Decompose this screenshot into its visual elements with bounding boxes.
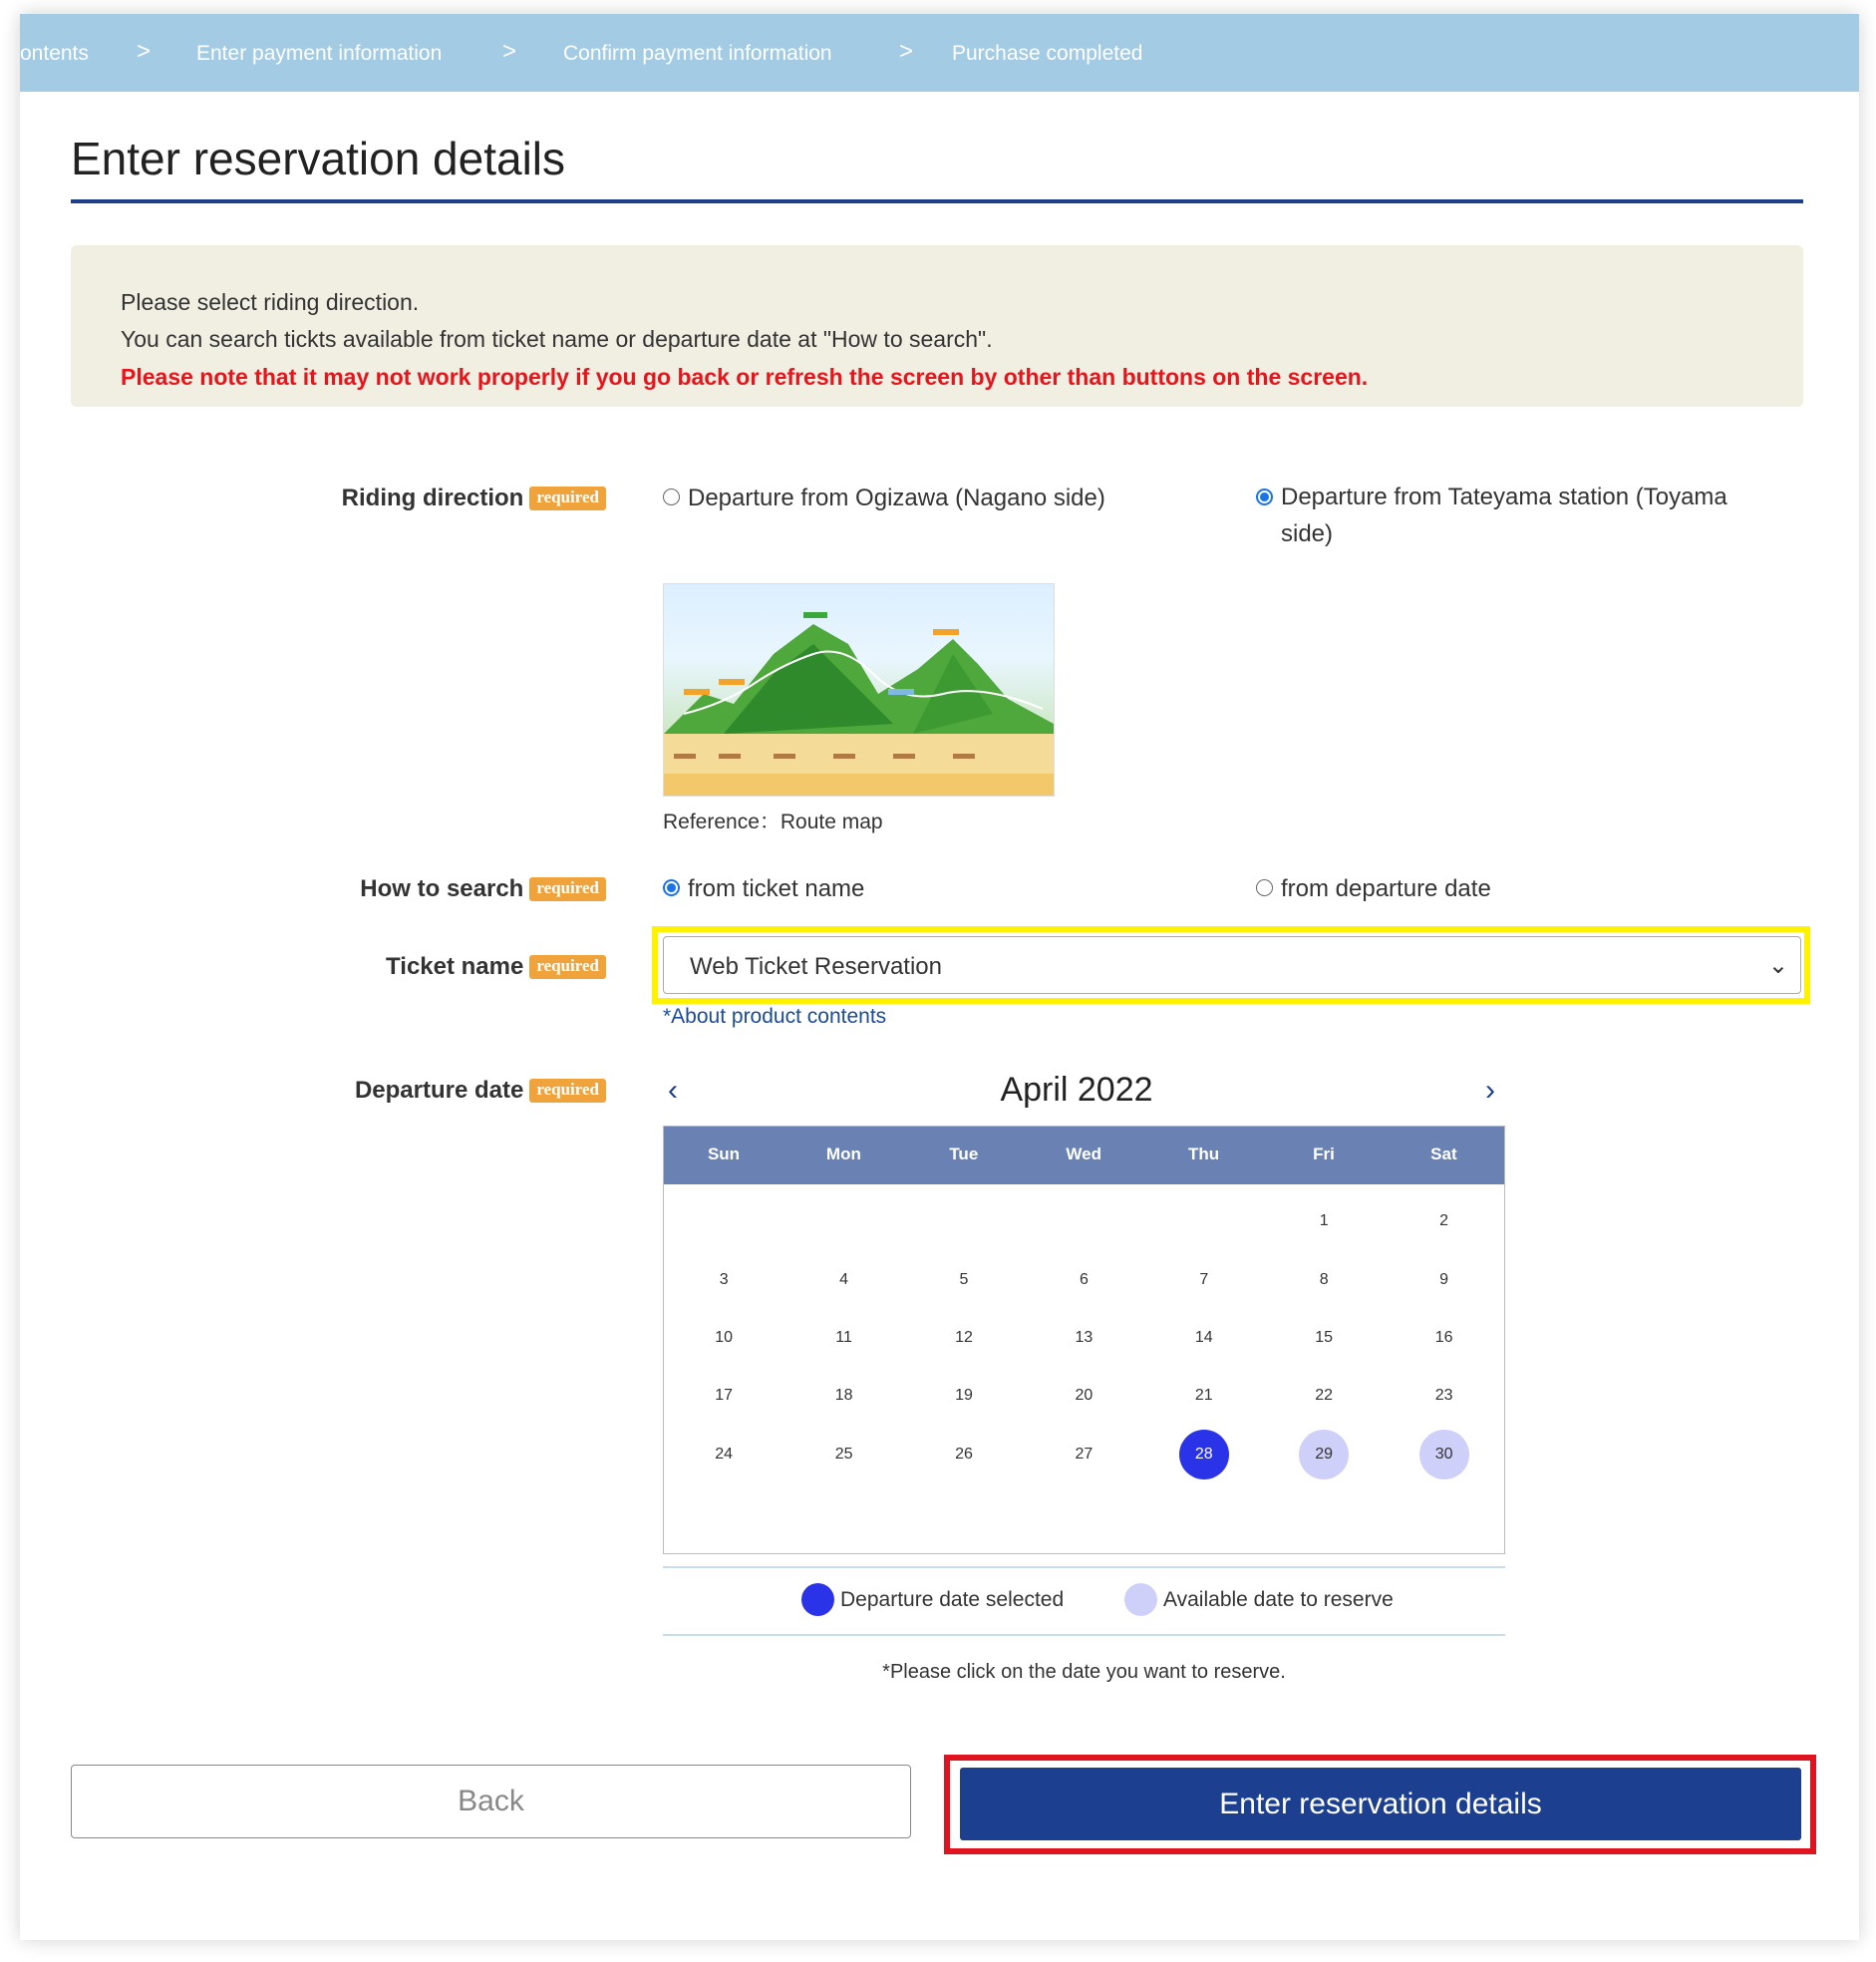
radio-from-departure-date[interactable] <box>1256 875 1491 903</box>
page-frame <box>20 14 1859 1940</box>
calendar-day[interactable]: 9 <box>1439 1271 1449 1288</box>
breadcrumb-item: Purchase completed <box>952 42 1143 65</box>
route-map-illustration <box>664 584 1054 796</box>
calendar-day[interactable]: 13 <box>1075 1329 1094 1346</box>
radio-label: from departure date <box>1281 875 1491 902</box>
riding-direction-label <box>342 485 606 512</box>
radio-label: from ticket name <box>688 875 865 902</box>
calendar-legend <box>663 1566 1505 1636</box>
notice-box <box>71 245 1803 407</box>
legend-label-available: Available date to reserve <box>1163 1588 1394 1611</box>
calendar-grid <box>663 1126 1505 1554</box>
calendar-day[interactable]: 16 <box>1434 1329 1453 1346</box>
weekday-header: Sun <box>707 1144 741 1163</box>
about-product-link[interactable]: *About product contents <box>663 1005 887 1028</box>
departure-date-label <box>355 1077 606 1105</box>
legend-swatch-available <box>1124 1583 1157 1616</box>
calendar-day[interactable]: 29 <box>1299 1430 1349 1479</box>
weekday-header: Thu <box>1188 1144 1220 1163</box>
ticket-name-label <box>386 953 606 981</box>
field-label: Departure date <box>354 1077 524 1104</box>
route-map-image[interactable] <box>663 583 1055 797</box>
radio-label: Departure from Tateyama station (Toyama side) <box>1281 484 1727 547</box>
calendar-day[interactable]: 7 <box>1199 1271 1209 1288</box>
calendar-day[interactable]: 19 <box>955 1387 973 1404</box>
calendar-day[interactable]: 23 <box>1434 1387 1453 1404</box>
chevron-left-icon[interactable]: ‹ <box>668 1074 678 1107</box>
field-label: Riding direction <box>341 485 524 511</box>
calendar-month-title: April 2022 <box>1000 1071 1153 1109</box>
breadcrumb <box>20 14 1859 92</box>
calendar-day[interactable]: 24 <box>715 1446 734 1463</box>
notice-warning: Please note that it may not work properly if you go back or refresh the screen by other than buttons on the screen. <box>121 364 1369 390</box>
radio-button[interactable] <box>663 489 680 505</box>
field-label: Ticket name <box>386 953 524 980</box>
chevron-right-icon: > <box>137 38 152 65</box>
required-badge: required <box>529 955 606 979</box>
calendar-day[interactable]: 20 <box>1075 1387 1094 1404</box>
calendar-day[interactable]: 26 <box>955 1446 973 1463</box>
radio-from-ticket-name[interactable] <box>663 875 864 903</box>
radio-button[interactable] <box>1256 879 1273 896</box>
calendar-day[interactable]: 22 <box>1315 1387 1334 1404</box>
route-map-caption: Reference：Route map <box>663 811 883 833</box>
calendar-day[interactable]: 10 <box>715 1329 734 1346</box>
notice-line: Please select riding direction. <box>121 289 420 315</box>
calendar-day[interactable]: 11 <box>835 1329 852 1346</box>
calendar-header <box>664 1127 1504 1184</box>
back-button[interactable]: Back <box>71 1765 911 1838</box>
ticket-name-select[interactable] <box>663 936 1801 994</box>
chevron-right-icon: > <box>502 38 517 65</box>
required-badge: required <box>529 487 606 510</box>
enter-reservation-details-button[interactable]: Enter reservation details <box>960 1768 1801 1840</box>
chevron-right-icon[interactable]: › <box>1485 1074 1495 1107</box>
legend-swatch-selected <box>801 1583 834 1616</box>
breadcrumb-item[interactable]: ontents <box>20 42 89 65</box>
calendar-day[interactable]: 1 <box>1319 1212 1329 1229</box>
calendar-day[interactable]: 28 <box>1179 1430 1229 1479</box>
required-badge: required <box>529 1079 606 1103</box>
field-label: How to search <box>360 875 524 902</box>
how-to-search-label <box>360 875 606 903</box>
calendar-day[interactable]: 5 <box>959 1271 969 1288</box>
calendar-day[interactable]: 2 <box>1439 1212 1449 1229</box>
calendar-day[interactable]: 4 <box>839 1271 849 1288</box>
legend-label-selected: Departure date selected <box>840 1588 1065 1611</box>
calendar-day[interactable]: 14 <box>1194 1329 1213 1346</box>
required-badge: required <box>529 877 606 901</box>
calendar-day[interactable]: 12 <box>955 1329 973 1346</box>
calendar-day[interactable]: 30 <box>1419 1430 1469 1479</box>
calendar-day[interactable]: 17 <box>715 1387 734 1404</box>
calendar-day[interactable]: 3 <box>719 1271 729 1288</box>
weekday-header: Sat <box>1430 1144 1457 1163</box>
chevron-right-icon: > <box>899 38 914 65</box>
calendar-day[interactable]: 8 <box>1319 1271 1329 1288</box>
weekday-header: Fri <box>1313 1144 1335 1163</box>
calendar-day[interactable]: 21 <box>1194 1387 1213 1404</box>
calendar-day[interactable]: 15 <box>1315 1329 1334 1346</box>
radio-label: Departure from Ogizawa (Nagano side) <box>688 485 1105 511</box>
radio-button-selected[interactable] <box>1256 489 1273 505</box>
calendar-hint: *Please click on the date you want to reserve. <box>882 1661 1286 1683</box>
breadcrumb-item: Enter payment information <box>196 42 443 65</box>
title-divider <box>71 199 1803 203</box>
chevron-down-icon: ⌄ <box>1767 952 1788 979</box>
weekday-header: Tue <box>949 1144 979 1163</box>
notice-line: You can search tickts available from ticket name or departure date at "How to search". <box>121 326 993 352</box>
radio-ogizawa[interactable] <box>663 485 1105 512</box>
radio-button-selected[interactable] <box>663 879 680 896</box>
weekday-header: Mon <box>825 1144 861 1163</box>
calendar-day[interactable]: 25 <box>834 1446 853 1463</box>
radio-tateyama[interactable] <box>1256 479 1764 552</box>
breadcrumb-item: Confirm payment information <box>563 42 832 65</box>
select-value: Web Ticket Reservation <box>690 953 942 980</box>
calendar-day[interactable]: 6 <box>1079 1271 1089 1288</box>
calendar-day[interactable]: 27 <box>1075 1446 1094 1463</box>
page-title: Enter reservation details <box>71 133 566 184</box>
calendar-day[interactable]: 18 <box>834 1387 853 1404</box>
weekday-header: Wed <box>1066 1144 1101 1163</box>
